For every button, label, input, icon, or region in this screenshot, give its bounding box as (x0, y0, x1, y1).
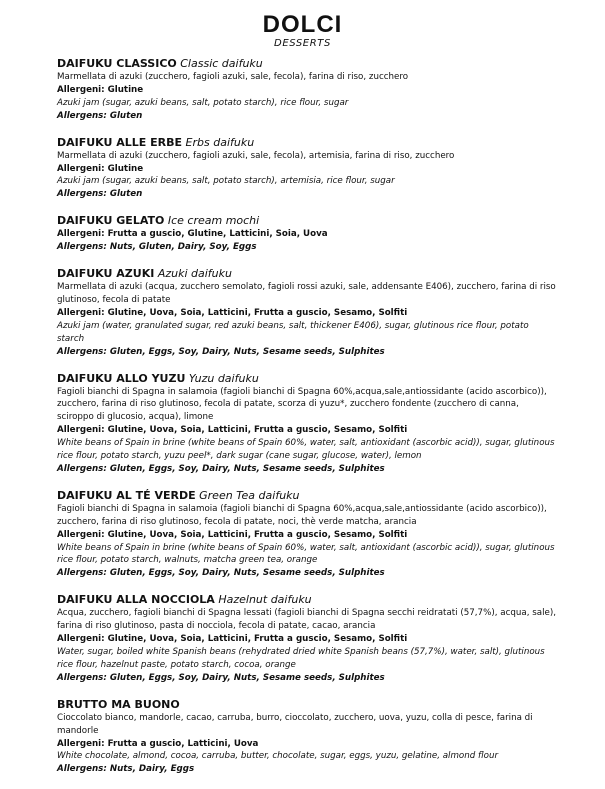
item-name-english: Green Tea daifuku (199, 488, 300, 502)
menu-item (57, 698, 557, 777)
menu-item (57, 136, 557, 202)
allergens-italian: Allergeni: Frutta a guscio, Glutine, Latticini, Soia, Uova (57, 229, 328, 240)
allergens-english: Allergens: Gluten (57, 189, 143, 200)
item-heading (57, 489, 557, 503)
ingredients-english: Water, sugar, boiled white Spanish beans (rehydrated dried white Spanish beans (57,7%), water, salt), glutinous rice flour, hazelnut paste, potato starch, cocoa, orange (57, 647, 545, 670)
ingredients-english: Azuki jam (sugar, azuki beans, salt, potato starch), rice flour, sugar (57, 97, 349, 108)
item-name: DAIFUKU ALLO YUZU (57, 371, 186, 385)
allergens-italian: Allergeni: Glutine, Uova, Soia, Latticini, Frutta a guscio, Sesamo, Solfiti (57, 307, 408, 318)
ingredients-italian: Marmellata di azuki (acqua, zucchero semolato, fagioli rossi azuki, sale, addensante E406), zucchero, farina di riso glutinoso, fecola di patate (57, 282, 556, 305)
allergens-english: Allergens: Gluten, Eggs, Soy, Dairy, Nuts, Sesame seeds, Sulphites (57, 672, 385, 683)
item-name: DAIFUKU ALLE ERBE (57, 135, 183, 149)
ingredients-english: White beans of Spain in brine (white beans of Spain 60%, water, salt, antioxidant (ascorbic acid)), sugar, glutinous rice flour, potato starch, walnuts, matcha green tea, orange (57, 542, 555, 566)
item-name-english: Hazelnut daifuku (218, 593, 312, 607)
allergens-english: Allergens: Gluten, Eggs, Soy, Dairy, Nuts, Sesame seeds, Sulphites (57, 463, 385, 474)
ingredients-italian: Marmellata di azuki (zucchero, fagioli azuki, sale, fecola), artemisia, farina di riso, zucchero (57, 150, 455, 161)
item-heading (57, 372, 557, 386)
dessert-menu (57, 57, 557, 789)
allergens-english: Allergens: Gluten, Eggs, Soy, Dairy, Nuts, Sesame seeds, Sulphites (57, 568, 385, 579)
item-name-english: Azuki daifuku (157, 267, 232, 281)
menu-item (57, 214, 557, 254)
ingredients-italian: Acqua, zucchero, fagioli bianchi di Spagna lessati (fagioli bianchi di Spagna secchi reidratati (57,7%), acqua, sale), farina di riso glutinoso, pasta di nocciola, fecola di patate, cacao, arancia (57, 608, 556, 632)
page-subtitle: DESSERTS (274, 38, 331, 49)
ingredients-english: Azuki jam (water, granulated sugar, red azuki beans, salt, thickener E406), sugar, glutinous rice flour, potato starch (57, 320, 529, 344)
allergens-italian: Allergeni: Glutine, Uova, Soia, Latticini, Frutta a guscio, Sesamo, Solfiti (57, 425, 408, 436)
item-name: DAIFUKU AZUKI (57, 267, 155, 281)
item-name: BRUTTO MA BUONO (57, 697, 180, 711)
item-heading (57, 136, 557, 150)
item-name: DAIFUKU ALLA NOCCIOLA (57, 593, 215, 607)
item-name: DAIFUKU CLASSICO (57, 57, 177, 70)
item-name-english: Ice cream mochi (167, 214, 260, 228)
ingredients-english: White chocolate, almond, cocoa, carruba, butter, chocolate, sugar, eggs, yuzu, gelatine, almond flour (57, 751, 499, 762)
menu-item (57, 489, 557, 580)
item-name-english: Yuzu daifuku (188, 371, 259, 385)
allergens-italian: Allergeni: Glutine, Uova, Soia, Latticini, Frutta a guscio, Sesamo, Solfiti (57, 634, 408, 645)
allergens-italian: Allergeni: Glutine (57, 84, 144, 95)
item-heading (57, 593, 557, 607)
allergens-english: Allergens: Gluten (57, 110, 143, 121)
menu-header (0, 0, 605, 50)
allergens-italian: Allergeni: Glutine (57, 163, 144, 174)
allergens-english: Allergens: Nuts, Gluten, Dairy, Soy, Eggs (57, 242, 257, 253)
item-heading (57, 214, 557, 228)
item-heading (57, 698, 557, 712)
item-name-english: Erbs daifuku (185, 135, 255, 149)
ingredients-italian: Cioccolato bianco, mandorle, cacao, carruba, burro, cioccolato, zucchero, uova, yuzu, colla di pesce, farina di mandorle (57, 712, 533, 736)
allergens-english: Allergens: Nuts, Dairy, Eggs (57, 764, 195, 775)
menu-item (57, 267, 557, 358)
allergens-italian: Allergeni: Frutta a guscio, Latticini, Uova (57, 738, 259, 749)
ingredients-english: White beans of Spain in brine (white beans of Spain 60%, water, salt, antioxidant (ascorbic acid)), sugar, glutinous rice flour, potato starch, yuzu peel*, dark sugar (cane sugar, glucose, water), lemon (57, 438, 555, 462)
ingredients-italian: Fagioli bianchi di Spagna in salamoia (fagioli bianchi di Spagna 60%,acqua,sale,antiossidante (acido ascorbico)), zucchero, farina di riso glutinoso, fecola di patate, scorza di yuzu*, zucchero fondente (zucchero di canna, sciroppo di glucosio, acqua), limone (57, 386, 547, 423)
ingredients-english: Azuki jam (sugar, azuki beans, salt, potato starch), artemisia, rice flour, sugar (57, 176, 395, 187)
item-name: DAIFUKU GELATO (57, 214, 165, 228)
menu-item (57, 372, 557, 476)
item-name: DAIFUKU AL TÉ VERDE (57, 488, 196, 502)
page-title: DOLCI (262, 11, 343, 38)
ingredients-italian: Marmellata di azuki (zucchero, fagioli azuki, sale, fecola), farina di riso, zucchero (57, 72, 409, 82)
allergens-italian: Allergeni: Glutine, Uova, Soia, Latticini, Frutta a guscio, Sesamo, Solfiti (57, 529, 408, 540)
menu-item (57, 57, 557, 123)
item-heading (57, 267, 557, 281)
item-heading (57, 57, 557, 71)
ingredients-italian: Fagioli bianchi di Spagna in salamoia (fagioli bianchi di Spagna 60%,acqua,sale,antiossidante (acido ascorbico)), zucchero, farina di riso glutinoso, fecola di patate, noci, thè verde matcha, arancia (57, 503, 547, 527)
allergens-english: Allergens: Gluten, Eggs, Soy, Dairy, Nuts, Sesame seeds, Sulphites (57, 346, 385, 357)
item-name-english: Classic daifuku (180, 57, 263, 70)
menu-item (57, 593, 557, 684)
